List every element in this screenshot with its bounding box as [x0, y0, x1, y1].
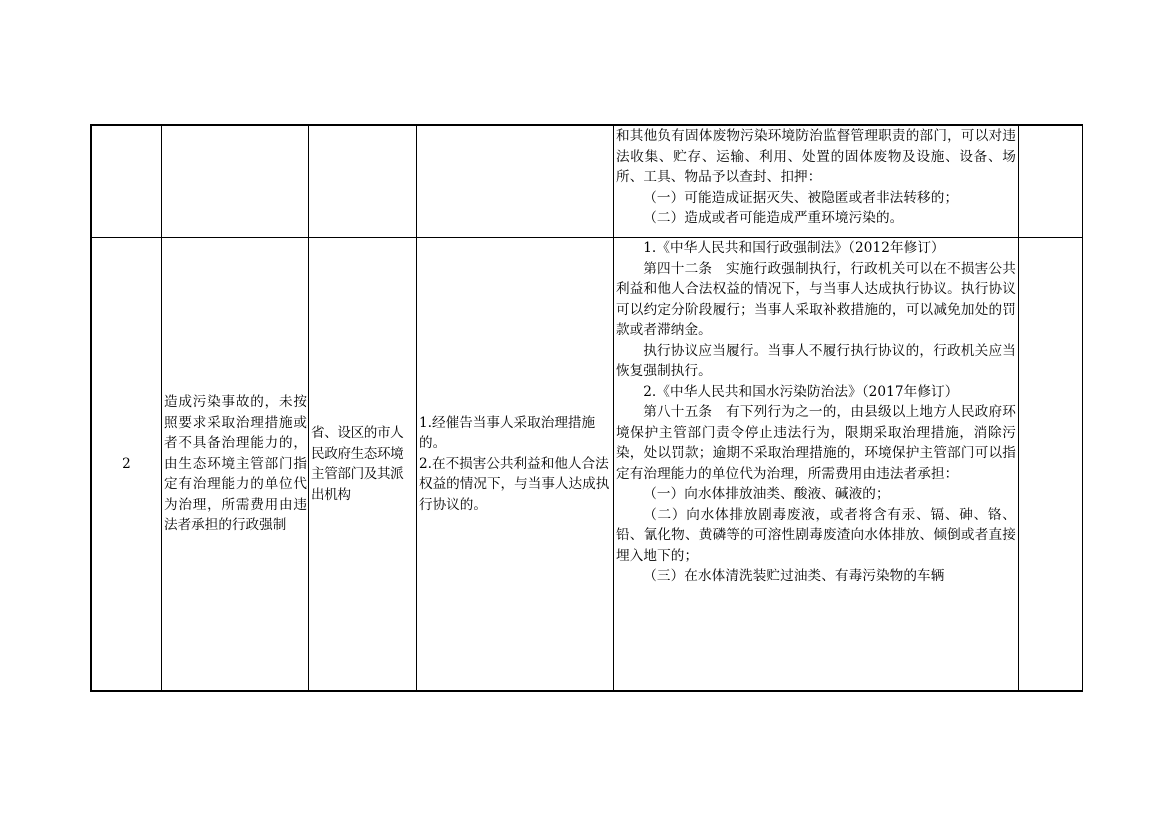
basis-paragraph: （三）在水体清洗装贮过油类、有毒污染物的车辆: [643, 568, 945, 584]
document-page: [90, 124, 1083, 692]
basis-paragraph: （一）向水体排放油类、酸液、碱液的；: [643, 486, 890, 502]
basis-paragraph: （二）造成或者可能造成严重环境污染的。: [643, 210, 904, 226]
table-row: [92, 238, 1083, 691]
content-cell: [417, 126, 614, 238]
table-row: [92, 126, 1083, 238]
basis-paragraph: 第八十五条 有下列行为之一的，由县级以上地方人民政府环境保护主管部门责令停止违法行为，限期采取治理措施，消除污染，处以罚款；逾期不采取治理措施的，环境保护主管部门可以指定有治理能力的单位代为治理，所需费用由违法者承担：: [616, 404, 1016, 482]
item-name-cell: 造成污染事故的，未按照要求采取治理措施或者不具备治理能力的，由生态环境主管部门指定有治理能力的单位代为治理，所需费用由违法者承担的行政强制: [162, 238, 309, 691]
legal-basis-cell: [614, 126, 1019, 238]
subject-cell: [309, 126, 417, 238]
basis-paragraph: （二）向水体排放剧毒废液，或者将含有汞、镉、砷、铬、铅、氰化物、黄磷等的可溶性剧毒废渣向水体排放、倾倒或者直接埋入地下的；: [616, 506, 1016, 564]
row-number-cell: [92, 126, 162, 238]
content-cell: 1.经催告当事人采取治理措施的。 2.在不损害公共利益和他人合法权益的情况下，与当事人达成执行协议的。: [417, 238, 614, 691]
subject-cell: 省、设区的市人民政府生态环境主管部门及其派出机构: [309, 238, 417, 691]
enforcement-table: [91, 125, 1083, 691]
basis-paragraph: （一）可能造成证据灭失、被隐匿或者非法转移的；: [643, 189, 959, 206]
basis-paragraph: 1.《中华人民共和国行政强制法》（2012年修订）: [643, 240, 945, 256]
remark-cell: [1019, 126, 1083, 238]
item-name-cell: [162, 126, 309, 238]
row-number-cell: 2: [92, 238, 162, 691]
remark-cell: [1019, 238, 1083, 691]
legal-basis-cell: [614, 238, 1019, 691]
basis-paragraph: 第四十二条 实施行政强制执行，行政机关可以在不损害公共利益和他人合法权益的情况下，与当事人达成执行协议。执行协议可以约定分阶段履行；当事人采取补救措施的，可以减免加处的罚款或者滞纳金。: [616, 260, 1016, 338]
basis-paragraph: 2.《中华人民共和国水污染防治法》（2017年修订）: [643, 383, 959, 400]
basis-paragraph: 执行协议应当履行。当事人不履行执行协议的，行政机关应当恢复强制执行。: [616, 342, 1016, 379]
basis-paragraph: 和其他负有固体废物污染环境防治监督管理职责的部门，可以对违法收集、贮存、运输、利用、处置的固体废物及设施、设备、场所、工具、物品予以查封、扣押：: [616, 128, 1016, 185]
